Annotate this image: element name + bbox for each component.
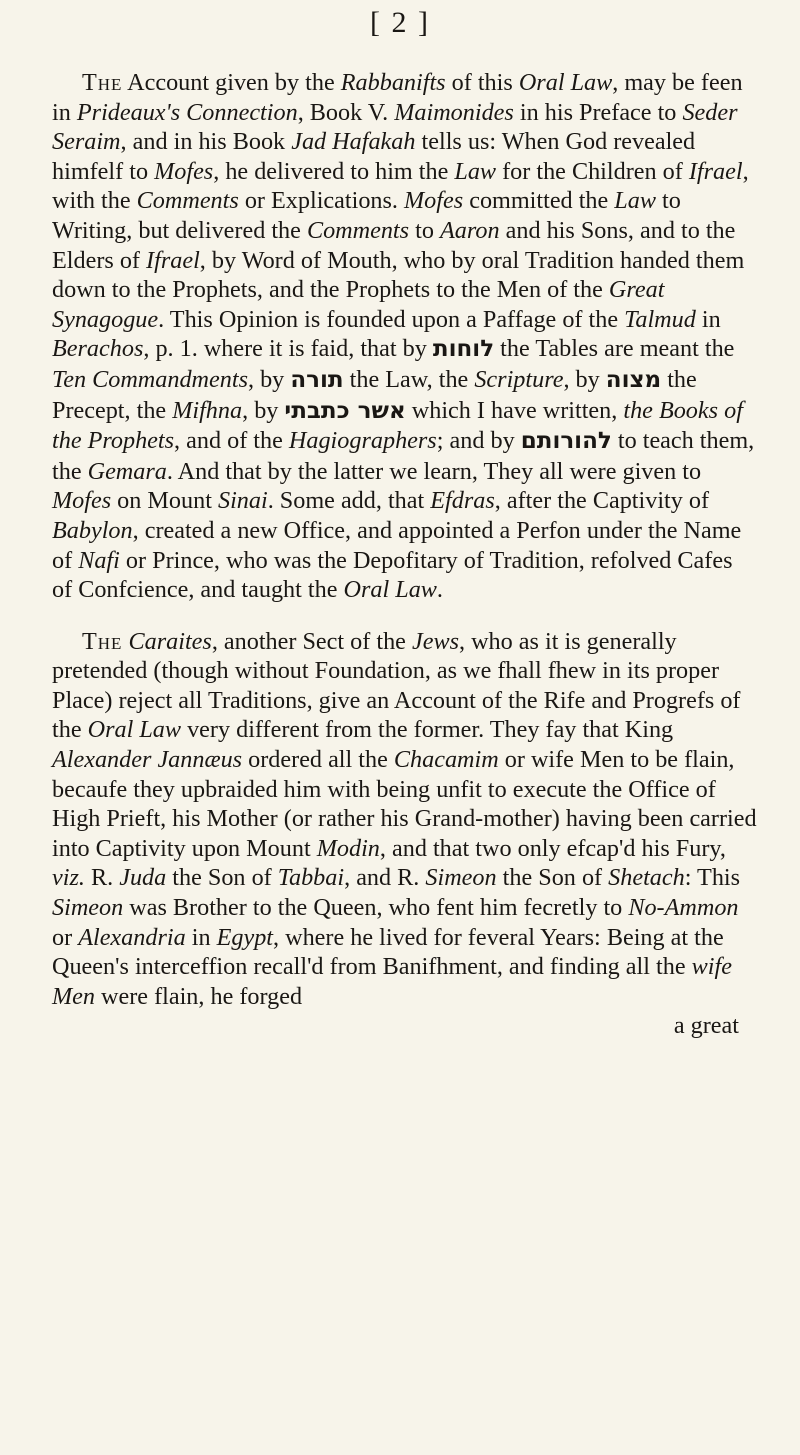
- text-run: , and that two only efcap'd his Fury,: [379, 834, 726, 862]
- text-run: and his Sons, and to the Elders of: [52, 216, 736, 274]
- italic-text: Caraites: [128, 627, 212, 655]
- italic-text: Egypt: [216, 923, 274, 951]
- text-run: ordered all the: [242, 746, 394, 774]
- text-run: the Law, the: [343, 365, 475, 393]
- paragraph-2: [52, 627, 757, 1012]
- hebrew-word: לוחות: [432, 336, 495, 363]
- italic-text: Modin: [316, 834, 380, 862]
- italic-text: Seder Seraim: [52, 98, 738, 156]
- italic-text: Sinai: [217, 487, 268, 515]
- text-run: . And that by the latter we learn, They all were given to: [166, 457, 702, 485]
- text-run: , by: [242, 396, 285, 424]
- small-caps-text: The: [82, 69, 123, 96]
- text-run: . This Opinion is founded upon a Paffage of the: [158, 305, 625, 333]
- text-run: in: [695, 305, 721, 333]
- text-run: ; and by: [436, 427, 521, 455]
- italic-text: Scripture: [474, 365, 564, 393]
- text-run: for the Children of: [496, 157, 689, 185]
- italic-text: Law: [454, 157, 497, 185]
- text-run: , after the Captivity of: [494, 487, 710, 515]
- body-text: [52, 68, 757, 1041]
- text-run: , may be feen in: [52, 69, 743, 126]
- italic-text: Mofes: [404, 187, 464, 215]
- italic-text: Rabbanifts: [340, 69, 446, 96]
- text-run: to Writing, but delivered the: [52, 187, 681, 244]
- italic-text: Juda: [119, 864, 167, 892]
- text-run: , where he lived for feveral Years: Being at the Queen's interceffion recall'd from Banifhment, and finding all the: [52, 923, 724, 981]
- italic-text: Jews: [411, 627, 459, 655]
- text-run: , by: [563, 365, 606, 393]
- text-run: in: [185, 923, 217, 951]
- italic-text: Ifrael: [688, 157, 743, 185]
- italic-text: Oral Law: [87, 716, 182, 744]
- text-run: or Explications.: [238, 187, 405, 215]
- hebrew-word: להורותם: [520, 428, 612, 455]
- hebrew-word: מצוה: [605, 366, 662, 393]
- italic-text: Aaron: [439, 216, 500, 244]
- italic-text: viz.: [52, 864, 85, 892]
- hebrew-word: תורה: [290, 366, 344, 393]
- italic-text: Mofes: [52, 487, 112, 515]
- text-run: , and R.: [344, 864, 426, 892]
- text-run: in his Preface to: [513, 98, 683, 126]
- italic-text: Jad Hafakah: [291, 128, 416, 156]
- italic-text: Comments: [306, 216, 410, 244]
- italic-text: Comments: [136, 187, 239, 215]
- italic-text: Alexander Jannæus: [52, 746, 243, 774]
- text-run: very different from the former. They fay that King: [181, 716, 674, 744]
- italic-text: Mifhna: [172, 396, 243, 424]
- text-run: Account given by the: [122, 69, 341, 96]
- text-run: , by: [247, 365, 291, 393]
- catchword: a great: [673, 1012, 739, 1040]
- italic-text: Shetach: [608, 864, 685, 892]
- text-run: , another Sect of the: [211, 627, 412, 655]
- italic-text: Tabbai: [277, 864, 345, 892]
- italic-text: Berachos: [52, 335, 144, 363]
- text-run: , and in his Book: [120, 128, 292, 156]
- italic-text: Maimonides: [394, 98, 514, 126]
- text-run: , who as it is generally pretended (though without Foundation, as we fhall fhew in its proper Place) reject all Traditions, give an Account of the Rife and Progrefs of the: [52, 627, 741, 744]
- italic-text: the Books of the Prophets: [52, 396, 743, 455]
- text-run: on Mount: [111, 487, 218, 515]
- text-run: , and of the: [174, 427, 289, 455]
- text-run: or wife Men to be flain, becaufe they upbraided him with being unfit to execute the Office of High Prieft, his Mother (or rather his Grand-mother) having been carried into Captivity upon Mount: [52, 746, 757, 862]
- text-run: , Book V.: [297, 98, 395, 126]
- italic-text: Simeon: [52, 894, 124, 922]
- text-run: to: [409, 216, 440, 244]
- text-run: , created a new Office, and appointed a Perfon under the Name of: [52, 516, 742, 574]
- text-run: the Son of: [166, 864, 278, 892]
- text-run: were flain, he forged: [94, 982, 303, 1010]
- italic-text: Talmud: [624, 305, 696, 333]
- text-run: the Precept, the: [52, 365, 697, 424]
- text-run: of this: [445, 69, 519, 96]
- italic-text: Alexandria: [78, 923, 186, 951]
- italic-text: Oral Law: [343, 576, 437, 604]
- italic-text: Ten Commandments: [52, 365, 248, 393]
- text-run: .: [436, 576, 443, 604]
- text-run: , he delivered to him the: [213, 157, 455, 185]
- text-run: R.: [84, 864, 120, 892]
- italic-text: Great Synagogue: [52, 276, 665, 333]
- text-run: was Brother to the Queen, who fent him fecretly to: [123, 894, 629, 922]
- text-run: , p. 1. where it is faid, that by: [143, 335, 433, 363]
- italic-text: Simeon: [425, 864, 497, 892]
- text-run: committed the: [463, 187, 615, 215]
- text-run: or Prince, who was the Depofitary of Tradition, refolved Cafes of Confcience, and taught the: [52, 546, 733, 604]
- text-run: to teach them, the: [52, 427, 755, 485]
- italic-text: wife Men: [52, 953, 732, 1010]
- text-run: , by Word of Mouth, who by oral Tradition handed them down to the Prophets, and the Prophets to the Men of the: [52, 246, 745, 304]
- page-number: [ 2 ]: [370, 6, 430, 39]
- italic-text: Hagiographers: [288, 427, 437, 455]
- italic-text: Mofes: [154, 157, 214, 185]
- italic-text: Gemara: [87, 457, 167, 485]
- text-run: which I have written,: [405, 396, 624, 424]
- italic-text: Oral Law: [518, 69, 613, 96]
- italic-text: Law: [614, 187, 656, 215]
- italic-text: Nafi: [78, 546, 120, 574]
- italic-text: Babylon: [52, 516, 133, 544]
- italic-text: No-Ammon: [628, 894, 739, 922]
- text-run: the Son of: [496, 864, 609, 892]
- small-caps-text: The: [82, 627, 123, 655]
- italic-text: Efdras: [430, 487, 495, 515]
- text-run: the Tables are meant the: [494, 335, 735, 363]
- text-run: : This: [684, 864, 741, 892]
- text-run: tells us: When God revealed himfelf to: [52, 128, 696, 185]
- hebrew-word: אשר כתבתי: [284, 397, 406, 424]
- text-run: , with the: [52, 157, 749, 215]
- text-run: . Some add, that: [267, 487, 431, 515]
- text-run: or: [52, 923, 79, 951]
- paragraph-1: [52, 68, 757, 605]
- italic-text: Prideaux's Connection: [76, 98, 298, 126]
- italic-text: Ifrael: [146, 246, 200, 274]
- italic-text: Chacamim: [393, 746, 499, 774]
